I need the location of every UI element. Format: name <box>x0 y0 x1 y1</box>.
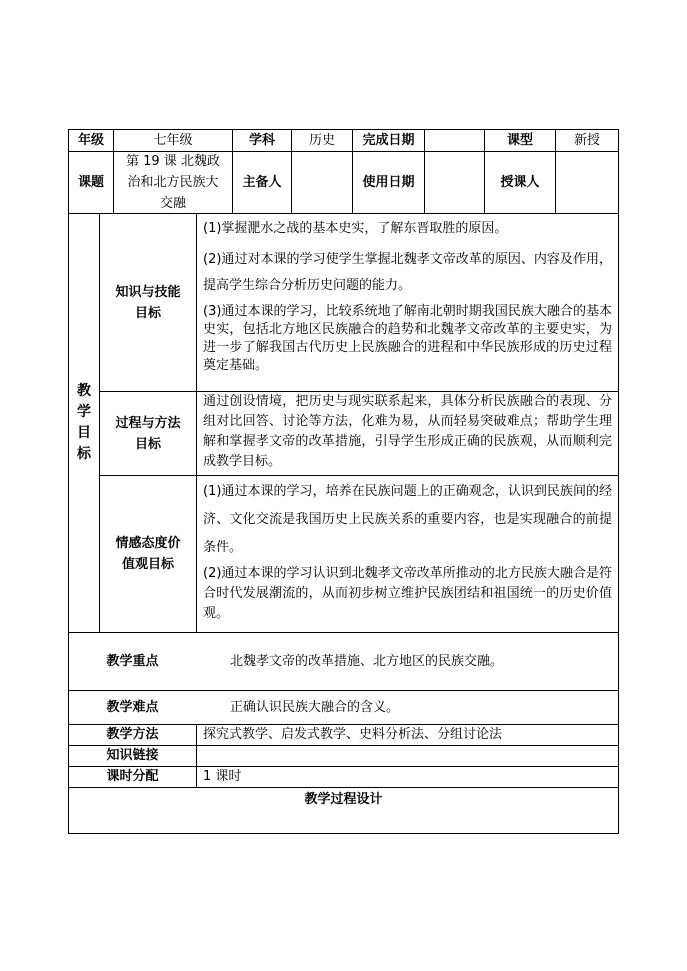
process-design-title: 教学过程设计 <box>304 792 383 807</box>
links-value <box>203 746 618 766</box>
emotion-content <box>197 476 618 632</box>
emotion-label-line: 情感态度价 <box>115 536 181 551</box>
process-content <box>197 392 618 475</box>
topic-line: 第 19 课 北魏政 <box>126 154 220 169</box>
key-points-label: 教学重点 <box>106 653 159 669</box>
difficulties-value: 正确认识民族大融合的含义。 <box>230 699 400 715</box>
knowledge-content <box>197 214 618 391</box>
key-points-value: 北魏孝文帝的改革措施、北方地区的民族交融。 <box>230 653 504 669</box>
topic-value <box>114 152 232 213</box>
topic-line: 治和北方民族大 <box>127 175 219 190</box>
completion-date-value <box>425 130 484 151</box>
grade-value: 七年级 <box>153 132 193 148</box>
lesson-type-label: 课型 <box>506 132 533 148</box>
methods-label: 教学方法 <box>106 727 159 742</box>
subject-label: 学科 <box>248 132 275 148</box>
process-label <box>100 392 196 475</box>
topic-label: 课题 <box>77 174 104 190</box>
knowledge-paragraph: (2)通过对本课的学习使学生掌握北魏孝文帝改革的原因、内容及作用，提高学生综合分析历史问题的能力。 <box>203 252 612 293</box>
knowledge-label-line: 知识与技能 <box>115 284 181 300</box>
emotion-paragraph: (2)通过本课的学习认识到北魏孝文帝改革所推动的北方民族大融合是符合时代发展潮流的，从而初步树立维护民族团结和祖国统一的历史价值观。 <box>203 566 612 621</box>
subject-value: 历史 <box>308 132 335 148</box>
emotion-label-line: 值观目标 <box>121 557 174 572</box>
objectives-label <box>69 214 99 632</box>
preparer-label: 主备人 <box>242 174 282 190</box>
objectives-char: 学 <box>77 404 91 420</box>
difficulties-label: 教学难点 <box>106 699 159 715</box>
emotion-paragraph: (1)通过本课的学习，培养在民族问题上的正确观念，认识到民族间的经济、文化交流是我国历史上民族关系的重要内容，也是实现融合的前提条件。 <box>203 484 612 555</box>
topic-line: 交融 <box>159 196 186 211</box>
teacher-label: 授课人 <box>500 174 540 190</box>
process-paragraph: 通过创设情境，把历史与现实联系起来，具体分析民族融合的表现、分组对比回答、讨论等方法，化难为易，从而轻易突破难点；帮助学生理解和掌握孝文帝的改革措施，引导学生形成正确的民族观，从而顺利完成教学目标。 <box>203 394 612 469</box>
objectives-char: 标 <box>77 446 91 462</box>
completion-date-label: 完成日期 <box>362 132 415 148</box>
knowledge-label-line: 目标 <box>134 305 161 321</box>
process-label-line: 目标 <box>134 436 161 452</box>
knowledge-label <box>100 214 196 391</box>
knowledge-paragraph: (3)通过本课的学习，比较系统地了解南北朝时期我国民族大融合的基本史实，包括北方地区民族融合的趋势和北魏孝文帝改革的主要史实，为进一步了解我国古代历史上民族融合的进程和中华民族形成的历史过程奠定基础。 <box>203 304 612 373</box>
objectives-char: 教 <box>77 383 91 399</box>
methods-value: 探究式教学、启发式教学、史料分析法、分组讨论法 <box>203 727 503 742</box>
objectives-char: 目 <box>77 425 91 441</box>
links-label: 知识链接 <box>106 748 159 763</box>
use-date-label: 使用日期 <box>362 174 415 190</box>
hours-value: 1 课时 <box>203 769 242 784</box>
knowledge-paragraph: (1)掌握淝水之战的基本史实，了解东晋取胜的原因。 <box>203 221 508 236</box>
emotion-label <box>100 476 196 632</box>
grade-label: 年级 <box>77 132 104 148</box>
hours-label: 课时分配 <box>106 769 159 784</box>
lesson-type-value: 新授 <box>573 132 600 148</box>
process-label-line: 过程与方法 <box>115 415 181 431</box>
